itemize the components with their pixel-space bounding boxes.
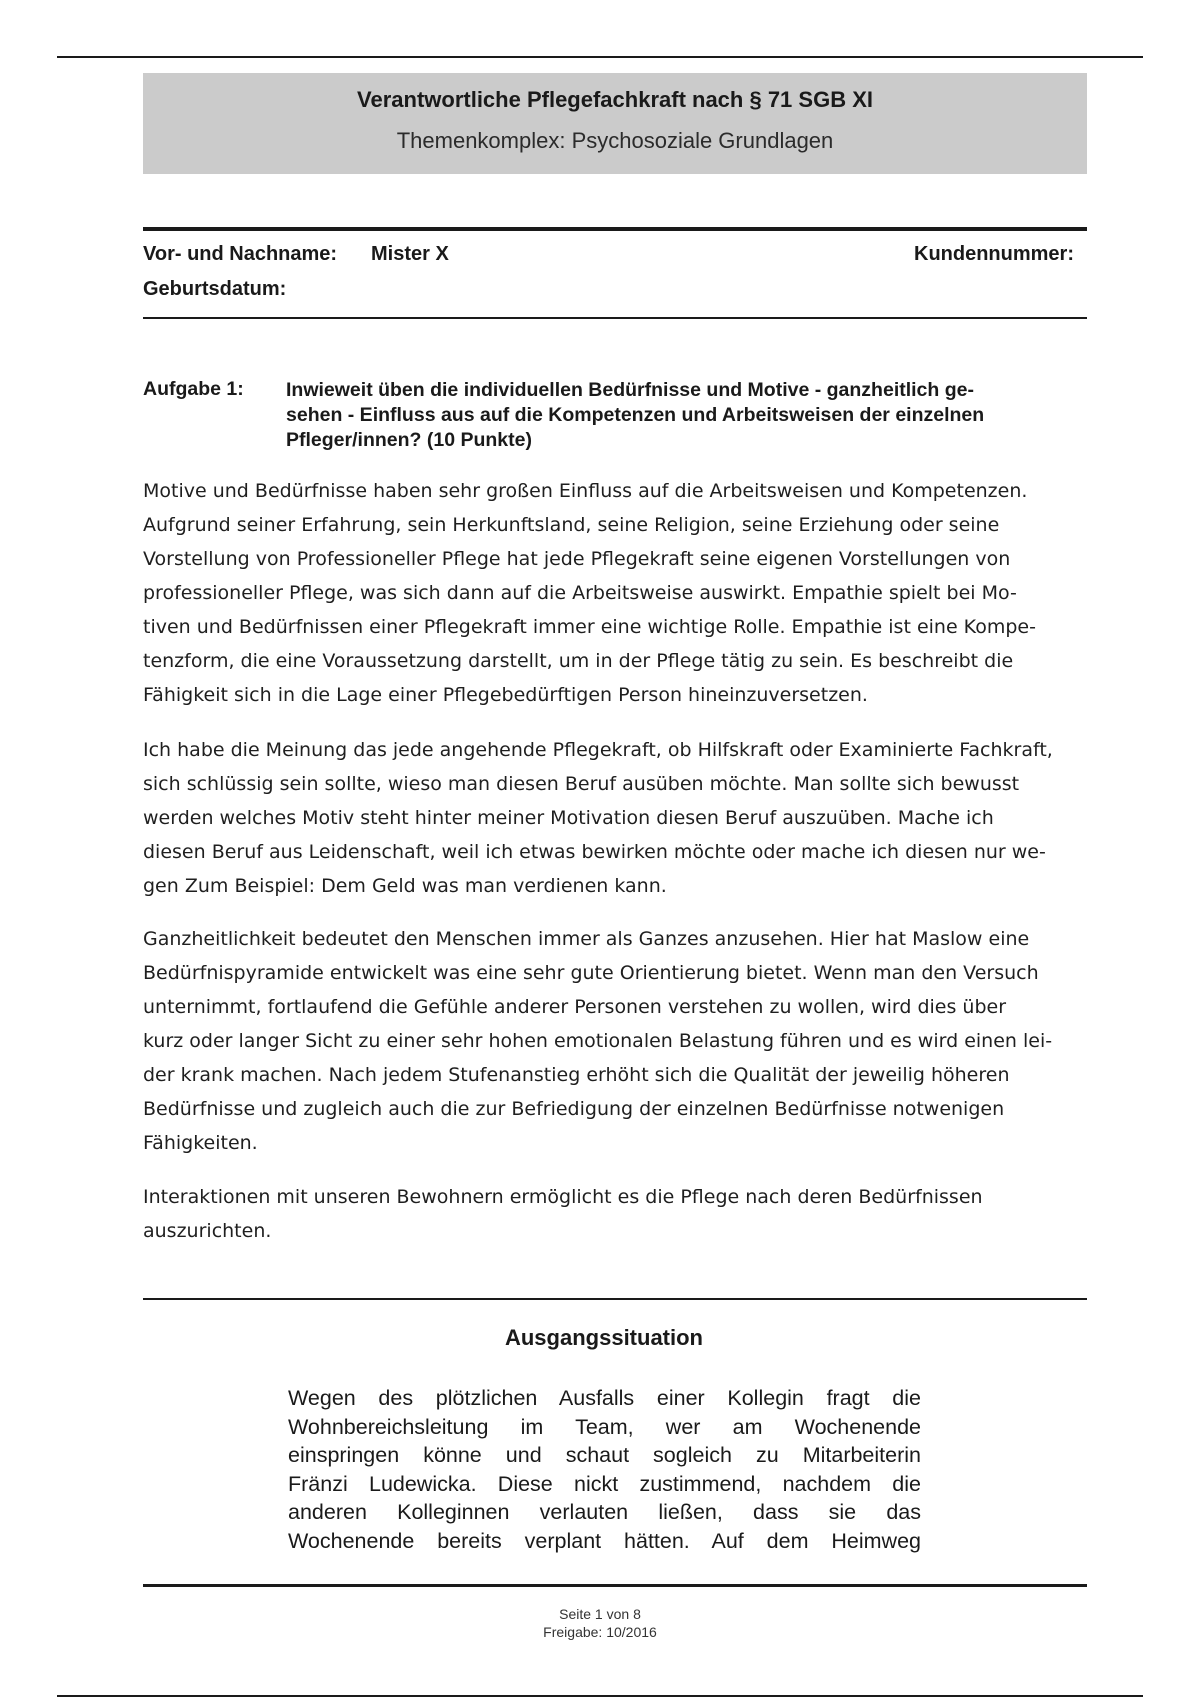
situation-text <box>288 1384 921 1555</box>
document-subtitle: Themenkomplex: Psychosoziale Grundlagen <box>396 128 834 153</box>
text-line: Wohnbereichsleitung im Team, wer am Wochenende <box>288 1414 921 1439</box>
situation-top-rule <box>143 1298 1087 1300</box>
text-line: auszurichten. <box>143 1220 272 1242</box>
text-line: Ich habe die Meinung das jede angehende Pflegekraft, ob Hilfskraft oder Examinierte Fachkraft, <box>143 739 1053 761</box>
document-header <box>143 73 1087 174</box>
footer-rule <box>143 1584 1087 1587</box>
personal-info-top-rule <box>143 227 1087 231</box>
name-label: Vor- und Nachname: <box>143 243 338 265</box>
text-line: Wochenende bereits verplant hätten. Auf dem Heimweg <box>288 1528 921 1553</box>
task-question-line: Pfleger/innen? (10 Punkte) <box>286 429 532 451</box>
text-line: Wegen des plötzlichen Ausfalls einer Kollegin fragt die <box>288 1386 921 1410</box>
situation-heading: Ausgangssituation <box>504 1325 703 1350</box>
top-page-rule <box>57 56 1143 58</box>
text-line: tenzform, die eine Voraussetzung darstellt, um in der Pflege tätig zu sein. Es beschreibt die <box>143 650 1014 672</box>
text-line: tiven und Bedürfnissen einer Pflegekraft immer eine wichtige Rolle. Empathie ist eine Kompe- <box>143 616 1036 638</box>
text-line: Fähigkeiten. <box>143 1132 258 1154</box>
release-date: Freigabe: 10/2016 <box>543 1624 657 1640</box>
task-question-line: Inwieweit üben die individuellen Bedürfnisse und Motive - ganzheitlich ge- <box>286 379 974 401</box>
answer-paragraph-4 <box>143 1180 1088 1248</box>
text-line: kurz oder langer Sicht zu einer sehr hohen emotionalen Belastung führen und es wird einen lei- <box>143 1030 1053 1052</box>
task-question-line: sehen - Einfluss aus auf die Kompetenzen und Arbeitsweisen der einzelnen <box>286 404 985 426</box>
text-line: Motive und Bedürfnisse haben sehr großen Einfluss auf die Arbeitsweisen und Kompetenzen. <box>143 480 1028 502</box>
text-line: Fähigkeit sich in die Lage einer Pflegebedürftigen Person hineinzuversetzen. <box>143 684 868 706</box>
text-line: professioneller Pflege, was sich dann auf die Arbeitsweise auswirkt. Empathie spielt bei Mo- <box>143 582 1017 604</box>
answer-paragraph-2 <box>143 733 1088 903</box>
text-line: der krank machen. Nach jedem Stufenanstieg erhöht sich die Qualität der jeweilig höheren <box>143 1064 1010 1086</box>
text-line: Bedürfnispyramide entwickelt was eine sehr gute Orientierung bietet. Wenn man den Versuch <box>143 962 1039 984</box>
personal-info-bottom-rule <box>143 317 1087 319</box>
text-line: einspringen könne und schaut sogleich zu Mitarbeiterin <box>288 1443 921 1467</box>
birthdate-label: Geburtsdatum: <box>143 278 287 300</box>
document-title: Verantwortliche Pflegefachkraft nach § 71 SGB XI <box>357 87 873 112</box>
text-line: Ganzheitlichkeit bedeutet den Menschen immer als Ganzes anzusehen. Hier hat Maslow eine <box>143 928 1030 950</box>
text-line: werden welches Motiv steht hinter meiner Motivation diesen Beruf auszuüben. Mache ich <box>143 807 994 829</box>
page-number: Seite 1 von 8 <box>559 1606 641 1622</box>
customer-number-label: Kundennummer: <box>914 243 1074 265</box>
text-line: unternimmt, fortlaufend die Gefühle anderer Personen verstehen zu wollen, wird dies über <box>143 996 1007 1018</box>
task-question <box>286 378 1086 453</box>
text-line: gen Zum Beispiel: Dem Geld was man verdienen kann. <box>143 875 667 897</box>
answer-paragraph-3 <box>143 922 1088 1160</box>
text-line: Aufgrund seiner Erfahrung, sein Herkunftsland, seine Religion, seine Erziehung oder seine <box>143 514 1000 536</box>
answer-paragraph-1 <box>143 474 1088 712</box>
text-line: sich schlüssig sein sollte, wieso man diesen Beruf ausüben möchte. Man sollte sich bewusst <box>143 773 1020 795</box>
text-line: Bedürfnisse und zugleich auch die zur Befriedigung der einzelnen Bedürfnisse notwenigen <box>143 1098 1005 1120</box>
text-line: anderen Kolleginnen verlauten ließen, dass sie das <box>288 1500 921 1524</box>
text-line: diesen Beruf aus Leidenschaft, weil ich etwas bewirken möchte oder mache ich diesen nur we- <box>143 841 1046 863</box>
text-line: Vorstellung von Professioneller Pflege hat jede Pflegekraft seine eigenen Vorstellungen von <box>143 548 1011 570</box>
text-line: Fränzi Ludewicka. Diese nickt zustimmend, nachdem die <box>288 1471 921 1496</box>
bottom-page-rule <box>57 1695 1143 1697</box>
text-line: Interaktionen mit unseren Bewohnern ermöglicht es die Pflege nach deren Bedürfnissen <box>143 1186 983 1208</box>
name-value: Mister X <box>371 243 449 265</box>
task-label: Aufgabe 1: <box>143 378 244 400</box>
